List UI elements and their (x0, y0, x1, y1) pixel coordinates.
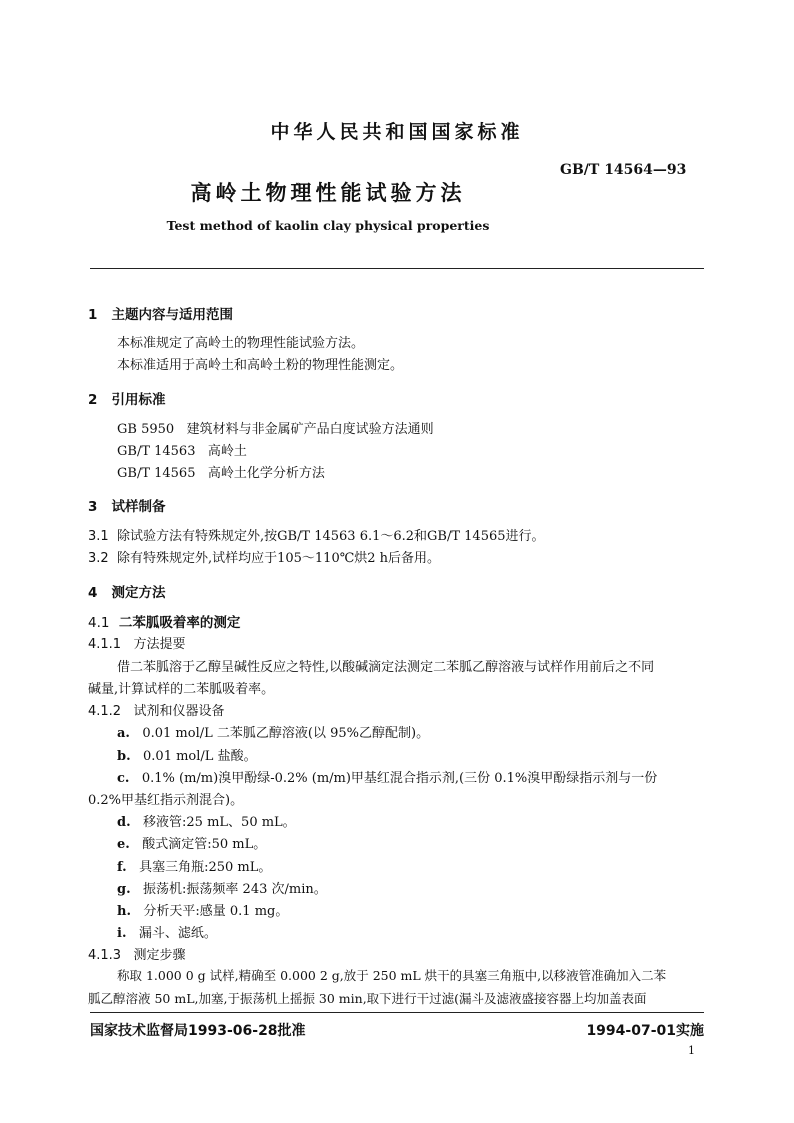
section-title: 试样制备 (111, 499, 166, 515)
section-4-heading (88, 581, 166, 601)
clause-text: 除试验方法有特殊规定外,按GB/T 14563 6.1～6.2和GB/T 14565进行。 (116, 529, 545, 544)
list-item (117, 900, 288, 919)
section-title: 引用标准 (111, 392, 166, 408)
item-letter: c. (117, 771, 130, 786)
national-standard-heading: 中华人民共和国国家标准 (270, 121, 524, 143)
item-text: 具塞三角瓶:250 mL。 (139, 860, 272, 875)
item-letter: b. (117, 749, 131, 764)
subsection-4-1-2-heading (88, 700, 225, 719)
section-number: 2 (88, 392, 98, 408)
subsection-4-1-1-heading (88, 633, 186, 652)
paragraph: 借二苯胍溶于乙醇呈碱性反应之特性,以酸碱滴定法测定二苯胍乙醇溶液与试样作用前后之不同 (117, 660, 655, 675)
item-letter: d. (117, 815, 131, 830)
item-letter: e. (117, 837, 130, 852)
list-item (117, 767, 657, 786)
footer-divider (90, 1012, 704, 1013)
section-number: 3 (88, 499, 98, 515)
subsection-number: 4.1.2 (88, 704, 122, 719)
reference-code: GB/T 14565 (117, 466, 196, 481)
reference-item (117, 418, 434, 437)
implementation-date: 1994-07-01实施 (586, 1023, 704, 1039)
approval-date: 国家技术监督局1993-06-28批准 (90, 1023, 306, 1039)
item-letter: a. (117, 726, 130, 741)
clause-number: 3.2 (88, 551, 109, 566)
subsection-title: 方法提要 (133, 637, 186, 652)
subsection-number: 4.1.1 (88, 637, 122, 652)
subsection-title: 二苯胍吸着率的测定 (118, 615, 241, 631)
section-number: 4 (88, 585, 98, 601)
section-1-heading (88, 303, 233, 323)
subsection-title: 试剂和仪器设备 (133, 704, 225, 719)
item-text: 0.01 mol/L 二苯胍乙醇溶液(以 95%乙醇配制)。 (142, 726, 430, 741)
list-item (117, 745, 257, 764)
section-3-heading (88, 495, 166, 515)
item-text: 0.1% (m/m)溴甲酚绿-0.2% (m/m)甲基红混合指示剂,(三份 0.1%溴甲酚绿指示剂与一份 (141, 771, 658, 786)
item-letter: g. (117, 882, 131, 897)
paragraph: 称取 1.000 0 g 试样,精确至 0.000 2 g,放于 250 mL 烘干的具塞三角瓶中,以移液管准确加入二苯 (117, 968, 667, 983)
clause-text: 除有特殊规定外,试样均应于105～110℃烘2 h后备用。 (116, 551, 441, 566)
clause-number: 3.1 (88, 529, 109, 544)
item-letter: f. (117, 860, 127, 875)
item-text: 移液管:25 mL、50 mL。 (143, 815, 296, 830)
item-text: 分析天平:感量 0.1 mg。 (143, 904, 289, 919)
reference-item (117, 462, 325, 481)
subsection-title: 测定步骤 (133, 948, 186, 963)
clause-item (88, 525, 545, 544)
reference-code: GB/T 14563 (117, 444, 196, 459)
section-title: 主题内容与适用范围 (111, 307, 234, 323)
subsection-4-1-heading (88, 611, 240, 631)
reference-name: 高岭土化学分析方法 (207, 466, 325, 481)
standard-number: GB/T 14564—93 (560, 162, 687, 178)
subsection-number: 4.1.3 (88, 948, 122, 963)
item-letter: h. (117, 904, 131, 919)
subsection-number: 4.1 (88, 615, 110, 631)
page-number: 1 (688, 1044, 695, 1057)
reference-name: 高岭土 (207, 444, 247, 459)
paragraph: 碱量,计算试样的二苯胍吸着率。 (88, 682, 275, 697)
list-item (117, 856, 271, 875)
item-letter: i. (117, 926, 127, 941)
section-2-heading (88, 388, 166, 408)
paragraph: 0.2%甲基红指示剂混合)。 (88, 793, 244, 808)
item-text: 0.01 mol/L 盐酸。 (143, 749, 257, 764)
section-number: 1 (88, 307, 98, 323)
item-text: 振荡机:振荡频率 243 次/min。 (143, 882, 327, 897)
paragraph: 本标准适用于高岭土和高岭土粉的物理性能测定。 (117, 358, 404, 373)
section-title: 测定方法 (111, 585, 166, 601)
list-item (117, 833, 266, 852)
list-item (117, 878, 327, 897)
paragraph: 本标准规定了高岭土的物理性能试验方法。 (117, 336, 365, 351)
reference-code: GB 5950 (117, 422, 175, 437)
list-item (117, 811, 296, 830)
paragraph: 胍乙醇溶液 50 mL,加塞,于振荡机上摇振 30 min,取下进行干过滤(漏斗及滤液盛接容器上均加盖表面 (88, 991, 647, 1006)
list-item (117, 922, 217, 941)
reference-item (117, 440, 247, 459)
subsection-4-1-3-heading (88, 944, 186, 963)
reference-name: 建筑材料与非金属矿产品白度试验方法通则 (186, 422, 434, 437)
item-text: 漏斗、滤纸。 (138, 926, 217, 941)
header-divider (90, 268, 704, 269)
clause-item (88, 547, 440, 566)
english-title: Test method of kaolin clay physical properties (166, 218, 490, 233)
list-item (117, 722, 429, 741)
page-title: 高岭土物理性能试验方法 (190, 181, 466, 205)
item-text: 酸式滴定管:50 mL。 (142, 837, 267, 852)
